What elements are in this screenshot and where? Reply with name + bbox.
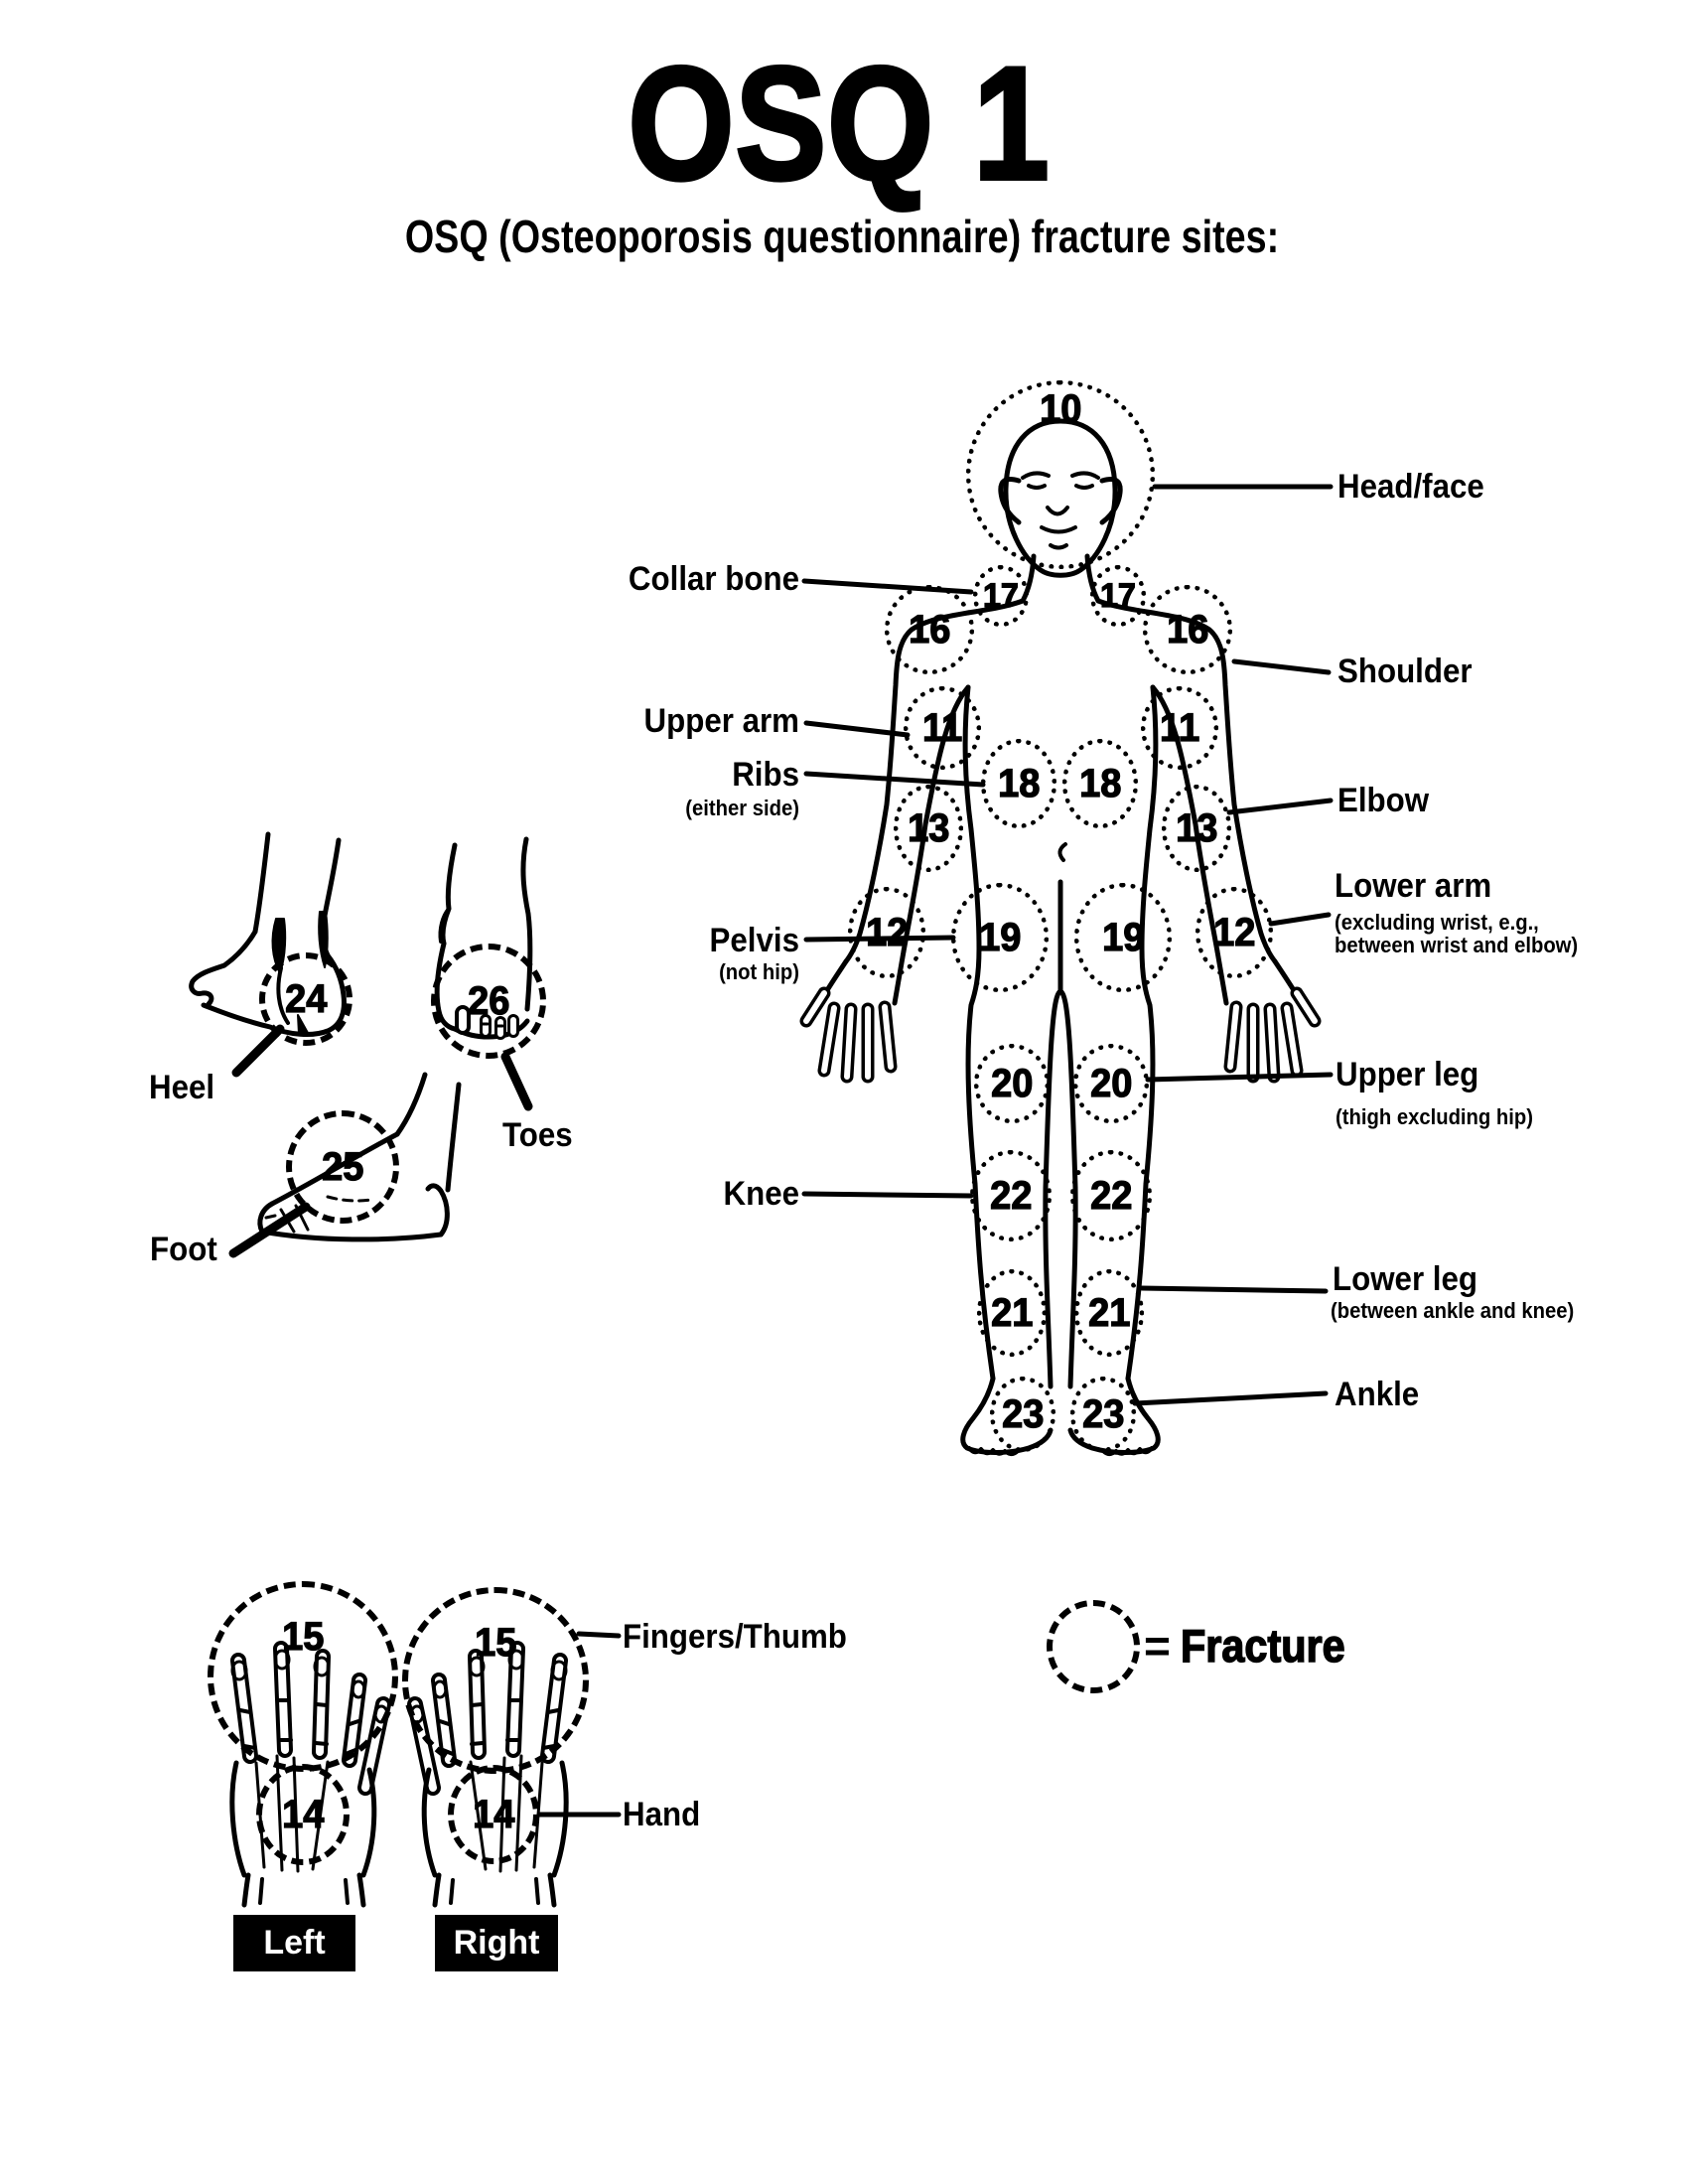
site-number-collar-right: 17: [1100, 577, 1136, 615]
site-number-upper-leg-right: 20: [1089, 1062, 1133, 1105]
leader-lines: [233, 487, 1331, 1815]
site-circle-collar-left: [973, 565, 1029, 627]
site-circle-foot: [286, 1110, 399, 1224]
site-circle-elbow-right: [1162, 785, 1231, 872]
site-number-shoulder-left: 16: [908, 608, 951, 652]
site-number-lower-leg-left: 21: [990, 1291, 1034, 1335]
site-number-pelvis-left: 19: [978, 916, 1022, 959]
left-hand-tag: Left: [233, 1915, 355, 1971]
site-number-knee-left: 22: [989, 1174, 1033, 1218]
site-circle-upper-leg-left: [974, 1044, 1050, 1123]
label-fingers-thumb: Fingers/Thumb: [623, 1618, 847, 1656]
site-number-shoulder-right: 16: [1166, 608, 1209, 652]
site-number-upper-arm-left: 11: [921, 706, 963, 750]
site-circle-fingers-left: [208, 1581, 398, 1772]
label-toes: Toes: [502, 1116, 573, 1154]
site-number-head: 10: [1039, 387, 1082, 431]
site-number-upper-leg-left: 20: [990, 1062, 1034, 1105]
site-number-lower-leg-right: 21: [1087, 1291, 1131, 1335]
site-circle-lower-arm-left: [848, 887, 925, 978]
site-circle-elbow-left: [894, 785, 963, 872]
label-ribs-note: (either side): [685, 796, 799, 820]
page-subtitle: OSQ (Osteoporosis questionnaire) fracture sites:: [404, 211, 1280, 262]
site-circle-knee-left: [970, 1150, 1052, 1241]
site-number-lower-arm-right: 12: [1212, 911, 1256, 954]
site-number-toes: 26: [467, 979, 510, 1023]
label-knee: Knee: [723, 1175, 799, 1213]
label-pelvis: Pelvis: [709, 922, 799, 959]
label-foot: Foot: [150, 1231, 217, 1268]
site-number-lower-arm-left: 12: [865, 911, 909, 954]
site-circle-lower-leg-left: [977, 1269, 1047, 1357]
legend-fracture-label: Fracture: [1180, 1620, 1345, 1672]
site-number-elbow-right: 13: [1175, 806, 1218, 850]
site-number-knee-right: 22: [1089, 1174, 1133, 1218]
label-collar-bone: Collar bone: [628, 560, 799, 598]
label-heel: Heel: [149, 1069, 215, 1106]
site-number-heel: 24: [284, 977, 328, 1021]
site-circle-ankle-left: [990, 1377, 1055, 1452]
site-number-foot: 25: [321, 1145, 364, 1189]
legend-equals-sign: =: [1144, 1620, 1171, 1672]
label-hand: Hand: [623, 1796, 701, 1833]
label-upper-arm: Upper arm: [643, 702, 799, 740]
site-number-fingers-right: 15: [474, 1621, 517, 1665]
site-number-ribs-left: 18: [997, 762, 1041, 805]
site-circle-upper-arm-left: [904, 686, 981, 770]
site-circle-ribs-right: [1062, 739, 1138, 828]
site-number-upper-arm-right: 11: [1159, 706, 1200, 750]
legend-row: [1144, 1619, 1363, 1673]
legend-fracture-circle: [1047, 1600, 1140, 1693]
site-circle-shoulder-right: [1143, 585, 1232, 674]
site-circle-ribs-left: [981, 739, 1056, 828]
site-circle-head: [966, 380, 1155, 569]
site-circle-fingers-right: [402, 1587, 589, 1774]
site-number-fingers-left: 15: [281, 1615, 325, 1659]
label-lower-leg: Lower leg: [1333, 1260, 1478, 1298]
site-circle-heel: [259, 952, 352, 1046]
label-upper-leg-note: (thigh excluding hip): [1336, 1104, 1534, 1129]
site-circle-ankle-right: [1070, 1377, 1136, 1452]
site-number-ankle-right: 23: [1081, 1392, 1125, 1436]
site-circle-lower-arm-right: [1196, 887, 1273, 978]
site-circle-upper-arm-right: [1141, 686, 1218, 770]
site-circle-knee-right: [1070, 1150, 1152, 1241]
site-circle-shoulder-left: [885, 585, 974, 674]
site-circle-pelvis-right: [1074, 883, 1172, 992]
label-shoulder: Shoulder: [1337, 653, 1473, 690]
page-title: OSQ 1: [628, 34, 1051, 214]
label-lower-arm-note2: between wrist and elbow): [1335, 933, 1579, 957]
label-elbow: Elbow: [1337, 782, 1430, 819]
label-ribs: Ribs: [732, 756, 799, 794]
site-number-hand-right: 14: [472, 1793, 515, 1836]
site-number-collar-left: 17: [983, 577, 1019, 615]
site-circle-upper-leg-right: [1073, 1044, 1149, 1123]
label-head-face: Head/face: [1337, 468, 1484, 506]
site-number-ribs-right: 18: [1078, 762, 1122, 805]
label-lower-arm-note1: (excluding wrist, e.g.,: [1335, 910, 1539, 935]
label-upper-leg: Upper leg: [1336, 1056, 1479, 1093]
label-lower-arm: Lower arm: [1335, 867, 1492, 905]
label-ankle: Ankle: [1335, 1376, 1420, 1413]
site-circle-collar-right: [1090, 565, 1146, 627]
site-circle-hand-right: [448, 1765, 539, 1864]
site-number-ankle-left: 23: [1001, 1392, 1045, 1436]
right-hand-tag: Right: [435, 1915, 558, 1971]
site-number-elbow-left: 13: [907, 806, 950, 850]
site-number-hand-left: 14: [281, 1793, 325, 1836]
label-lower-leg-note: (between ankle and knee): [1331, 1298, 1575, 1323]
site-circle-hand-left: [256, 1764, 350, 1865]
site-number-pelvis-right: 19: [1101, 916, 1145, 959]
label-pelvis-note: (not hip): [719, 959, 799, 984]
site-circle-lower-leg-right: [1074, 1269, 1144, 1357]
site-circle-pelvis-left: [951, 883, 1049, 992]
